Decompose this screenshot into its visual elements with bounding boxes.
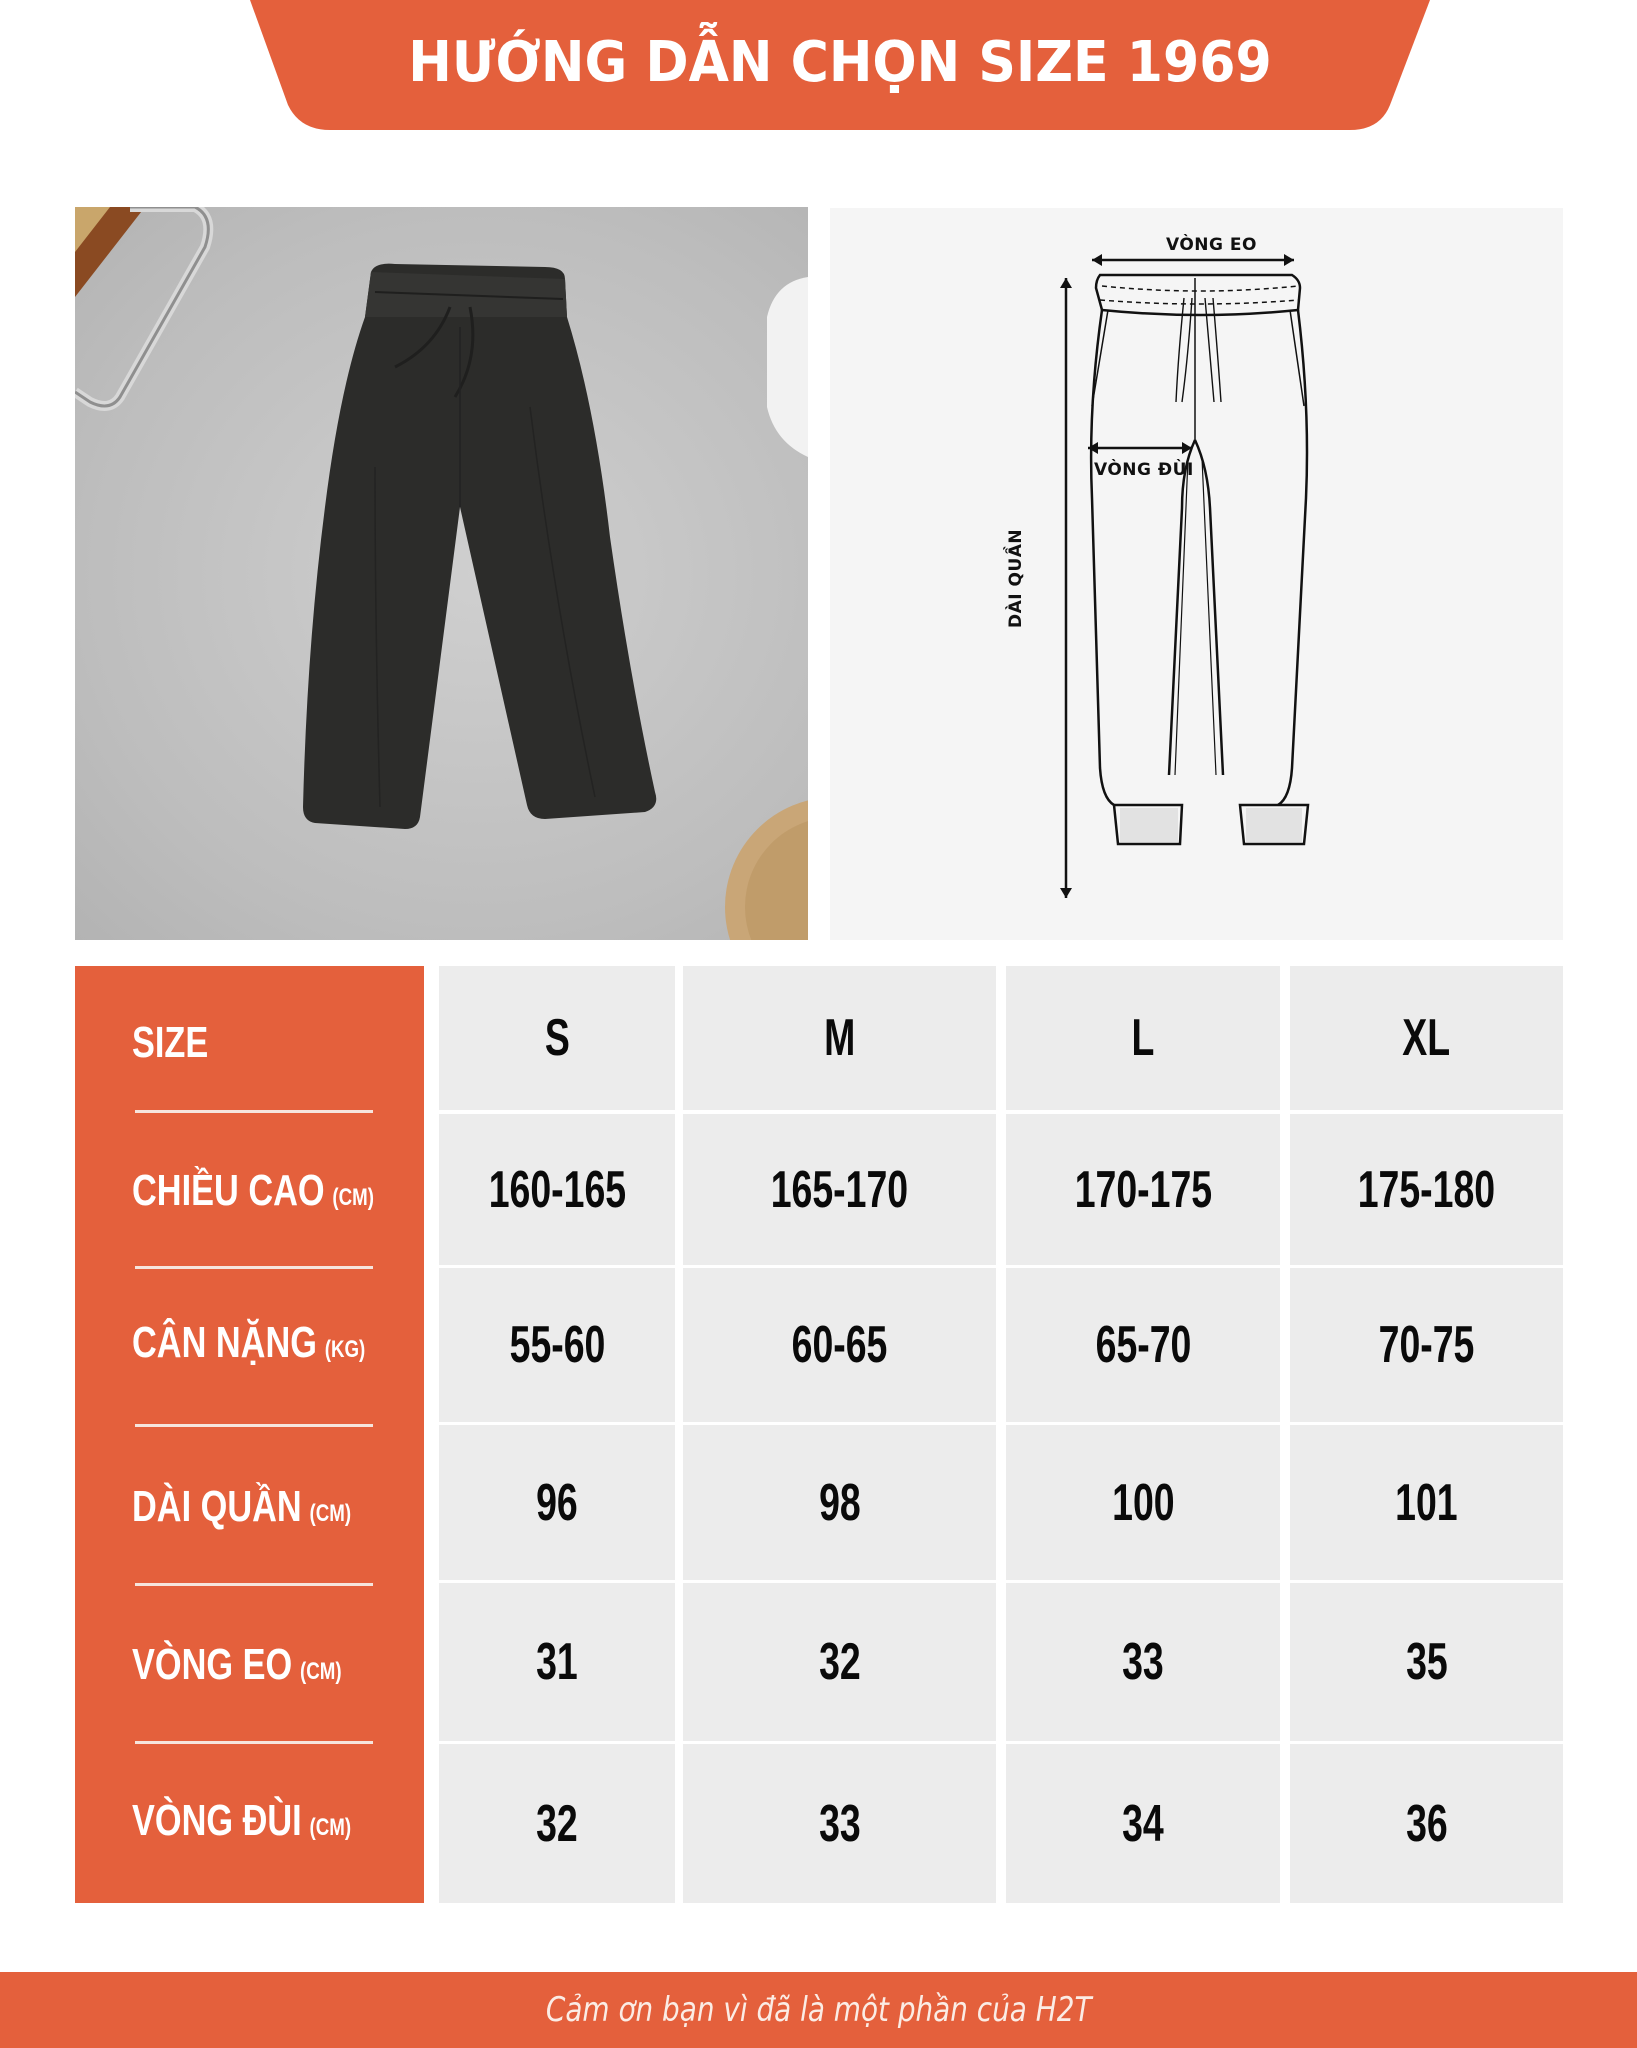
footer-banner <box>0 1972 1637 2048</box>
table-cell: 32 <box>683 1583 996 1741</box>
size-header-xl: XL <box>1290 966 1563 1110</box>
trousers-photo-illustration <box>75 207 808 940</box>
size-header-l: L <box>1006 966 1280 1110</box>
table-cell: 32 <box>439 1744 675 1903</box>
size-header-m: M <box>683 966 996 1110</box>
row-divider <box>135 1583 373 1586</box>
row-label-waist: VÒNG EO (CM) <box>132 1640 342 1689</box>
table-cell: 34 <box>1006 1744 1280 1903</box>
table-cell: 165-170 <box>683 1114 996 1265</box>
row-label-length: DÀI QUẦN (CM) <box>132 1482 352 1531</box>
table-cell: 36 <box>1290 1744 1563 1903</box>
length-label: DÀI QUẦN <box>1006 528 1026 628</box>
row-label-weight: CÂN NẶNG (KG) <box>132 1318 366 1367</box>
table-cell: 96 <box>439 1425 675 1580</box>
table-cell: 35 <box>1290 1583 1563 1741</box>
size-table-label-column <box>75 966 424 1903</box>
table-cell: 33 <box>1006 1583 1280 1741</box>
row-divider <box>135 1266 373 1269</box>
table-cell: 70-75 <box>1290 1268 1563 1422</box>
header-banner <box>250 0 1430 130</box>
table-cell: 98 <box>683 1425 996 1580</box>
thigh-label: VÒNG ĐÙI <box>1094 460 1194 480</box>
table-cell: 175-180 <box>1290 1114 1563 1265</box>
trousers-line-drawing <box>830 208 1563 940</box>
row-label-size: SIZE <box>132 1018 209 1067</box>
table-cell: 100 <box>1006 1425 1280 1580</box>
table-cell: 55-60 <box>439 1268 675 1422</box>
table-cell: 101 <box>1290 1425 1563 1580</box>
table-cell: 60-65 <box>683 1268 996 1422</box>
row-divider <box>135 1741 373 1744</box>
row-label-thigh: VÒNG ĐÙI (CM) <box>132 1796 352 1845</box>
table-cell: 31 <box>439 1583 675 1741</box>
table-cell: 170-175 <box>1006 1114 1280 1265</box>
size-header-s: S <box>439 966 675 1110</box>
row-label-height: CHIỀU CAO (CM) <box>132 1166 374 1215</box>
table-cell: 65-70 <box>1006 1268 1280 1422</box>
row-divider <box>135 1424 373 1427</box>
measurement-diagram <box>830 208 1563 940</box>
row-divider <box>135 1110 373 1113</box>
table-cell: 160-165 <box>439 1114 675 1265</box>
waist-label: VÒNG EO <box>1166 235 1257 255</box>
table-cell: 33 <box>683 1744 996 1903</box>
product-photo <box>75 207 808 940</box>
footer-thank-you-text: Cảm ơn bạn vì đã là một phần của H2T <box>545 1990 1092 2030</box>
page-title: HƯỚNG DẪN CHỌN SIZE 1969 <box>408 30 1272 95</box>
